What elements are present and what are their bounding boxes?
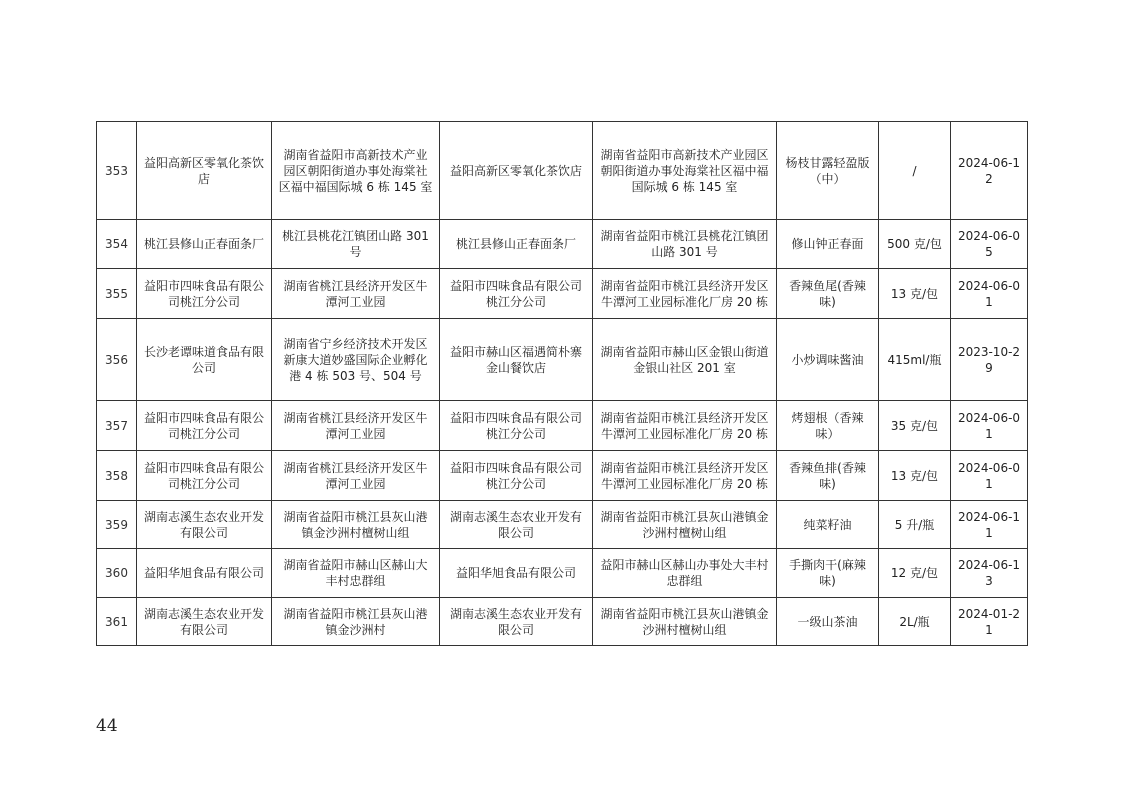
sampled-unit: 益阳市四味食品有限公司桃江分公司 [440, 451, 593, 501]
table-row [97, 549, 1028, 598]
row-number: 360 [97, 549, 137, 598]
sampled-unit: 益阳市四味食品有限公司桃江分公司 [440, 401, 593, 451]
table-row [97, 451, 1028, 501]
production-date: 2024-06-11 [951, 501, 1028, 549]
sampled-address: 湖南省益阳市桃江县桃花江镇团山路 301 号 [593, 220, 777, 269]
sampled-address: 湖南省益阳市赫山区金银山街道金银山社区 201 室 [593, 319, 777, 401]
product-spec: / [879, 122, 951, 220]
sample-table [96, 121, 1028, 646]
production-date: 2024-06-01 [951, 401, 1028, 451]
sampled-unit: 益阳市赫山区福遇简朴寨金山餐饮店 [440, 319, 593, 401]
product-spec: 2L/瓶 [879, 598, 951, 646]
sampled-address: 益阳市赫山区赫山办事处大丰村忠群组 [593, 549, 777, 598]
producer-address: 湖南省桃江县经济开发区牛潭河工业园 [272, 451, 440, 501]
producer-name: 湖南志溪生态农业开发有限公司 [137, 501, 272, 549]
producer-name: 桃江县修山正春面条厂 [137, 220, 272, 269]
product-name: 杨枝甘露轻盈版（中） [777, 122, 879, 220]
product-name: 香辣鱼排(香辣味) [777, 451, 879, 501]
product-spec: 415ml/瓶 [879, 319, 951, 401]
sampled-unit: 桃江县修山正春面条厂 [440, 220, 593, 269]
sampled-address: 湖南省益阳市桃江县灰山港镇金沙洲村檀树山组 [593, 598, 777, 646]
product-spec: 35 克/包 [879, 401, 951, 451]
producer-name: 湖南志溪生态农业开发有限公司 [137, 598, 272, 646]
producer-address: 湖南省益阳市桃江县灰山港镇金沙洲村檀树山组 [272, 501, 440, 549]
product-spec: 13 克/包 [879, 451, 951, 501]
producer-name: 益阳华旭食品有限公司 [137, 549, 272, 598]
product-name: 手撕肉干(麻辣味) [777, 549, 879, 598]
product-name: 纯菜籽油 [777, 501, 879, 549]
sampled-unit: 湖南志溪生态农业开发有限公司 [440, 501, 593, 549]
product-name: 修山钟正春面 [777, 220, 879, 269]
row-number: 355 [97, 269, 137, 319]
producer-address: 湖南省益阳市高新技术产业园区朝阳街道办事处海棠社区福中福国际城 6 栋 145 室 [272, 122, 440, 220]
table-row [97, 319, 1028, 401]
table-row [97, 501, 1028, 549]
producer-address: 桃江县桃花江镇团山路 301 号 [272, 220, 440, 269]
producer-address: 湖南省益阳市赫山区赫山大丰村忠群组 [272, 549, 440, 598]
producer-name: 益阳市四味食品有限公司桃江分公司 [137, 269, 272, 319]
sampled-unit: 湖南志溪生态农业开发有限公司 [440, 598, 593, 646]
product-name: 烤翅根（香辣味） [777, 401, 879, 451]
producer-name: 长沙老谭味道食品有限公司 [137, 319, 272, 401]
product-name: 小炒调味酱油 [777, 319, 879, 401]
product-name: 一级山茶油 [777, 598, 879, 646]
sampled-unit: 益阳华旭食品有限公司 [440, 549, 593, 598]
production-date: 2023-10-29 [951, 319, 1028, 401]
row-number: 357 [97, 401, 137, 451]
page-number: 44 [96, 716, 118, 736]
row-number: 359 [97, 501, 137, 549]
table-row [97, 269, 1028, 319]
table-row [97, 401, 1028, 451]
table-row [97, 122, 1028, 220]
producer-address: 湖南省桃江县经济开发区牛潭河工业园 [272, 269, 440, 319]
product-spec: 13 克/包 [879, 269, 951, 319]
production-date: 2024-06-12 [951, 122, 1028, 220]
row-number: 358 [97, 451, 137, 501]
sampled-address: 湖南省益阳市高新技术产业园区朝阳街道办事处海棠社区福中福国际城 6 栋 145 室 [593, 122, 777, 220]
row-number: 354 [97, 220, 137, 269]
sampled-unit: 益阳高新区零氧化茶饮店 [440, 122, 593, 220]
production-date: 2024-06-01 [951, 451, 1028, 501]
production-date: 2024-06-05 [951, 220, 1028, 269]
producer-address: 湖南省益阳市桃江县灰山港镇金沙洲村 [272, 598, 440, 646]
sampled-address: 湖南省益阳市桃江县灰山港镇金沙洲村檀树山组 [593, 501, 777, 549]
table-row [97, 220, 1028, 269]
product-spec: 12 克/包 [879, 549, 951, 598]
row-number: 356 [97, 319, 137, 401]
production-date: 2024-06-01 [951, 269, 1028, 319]
production-date: 2024-01-21 [951, 598, 1028, 646]
producer-name: 益阳市四味食品有限公司桃江分公司 [137, 401, 272, 451]
product-spec: 5 升/瓶 [879, 501, 951, 549]
producer-name: 益阳市四味食品有限公司桃江分公司 [137, 451, 272, 501]
sampled-address: 湖南省益阳市桃江县经济开发区牛潭河工业园标准化厂房 20 栋 [593, 451, 777, 501]
row-number: 353 [97, 122, 137, 220]
product-name: 香辣鱼尾(香辣味) [777, 269, 879, 319]
producer-name: 益阳高新区零氧化茶饮店 [137, 122, 272, 220]
producer-address: 湖南省宁乡经济技术开发区新康大道妙盛国际企业孵化港 4 栋 503 号、504 号 [272, 319, 440, 401]
sampled-unit: 益阳市四味食品有限公司桃江分公司 [440, 269, 593, 319]
sampled-address: 湖南省益阳市桃江县经济开发区牛潭河工业园标准化厂房 20 栋 [593, 401, 777, 451]
sampled-address: 湖南省益阳市桃江县经济开发区牛潭河工业园标准化厂房 20 栋 [593, 269, 777, 319]
row-number: 361 [97, 598, 137, 646]
product-spec: 500 克/包 [879, 220, 951, 269]
production-date: 2024-06-13 [951, 549, 1028, 598]
table-row [97, 598, 1028, 646]
producer-address: 湖南省桃江县经济开发区牛潭河工业园 [272, 401, 440, 451]
